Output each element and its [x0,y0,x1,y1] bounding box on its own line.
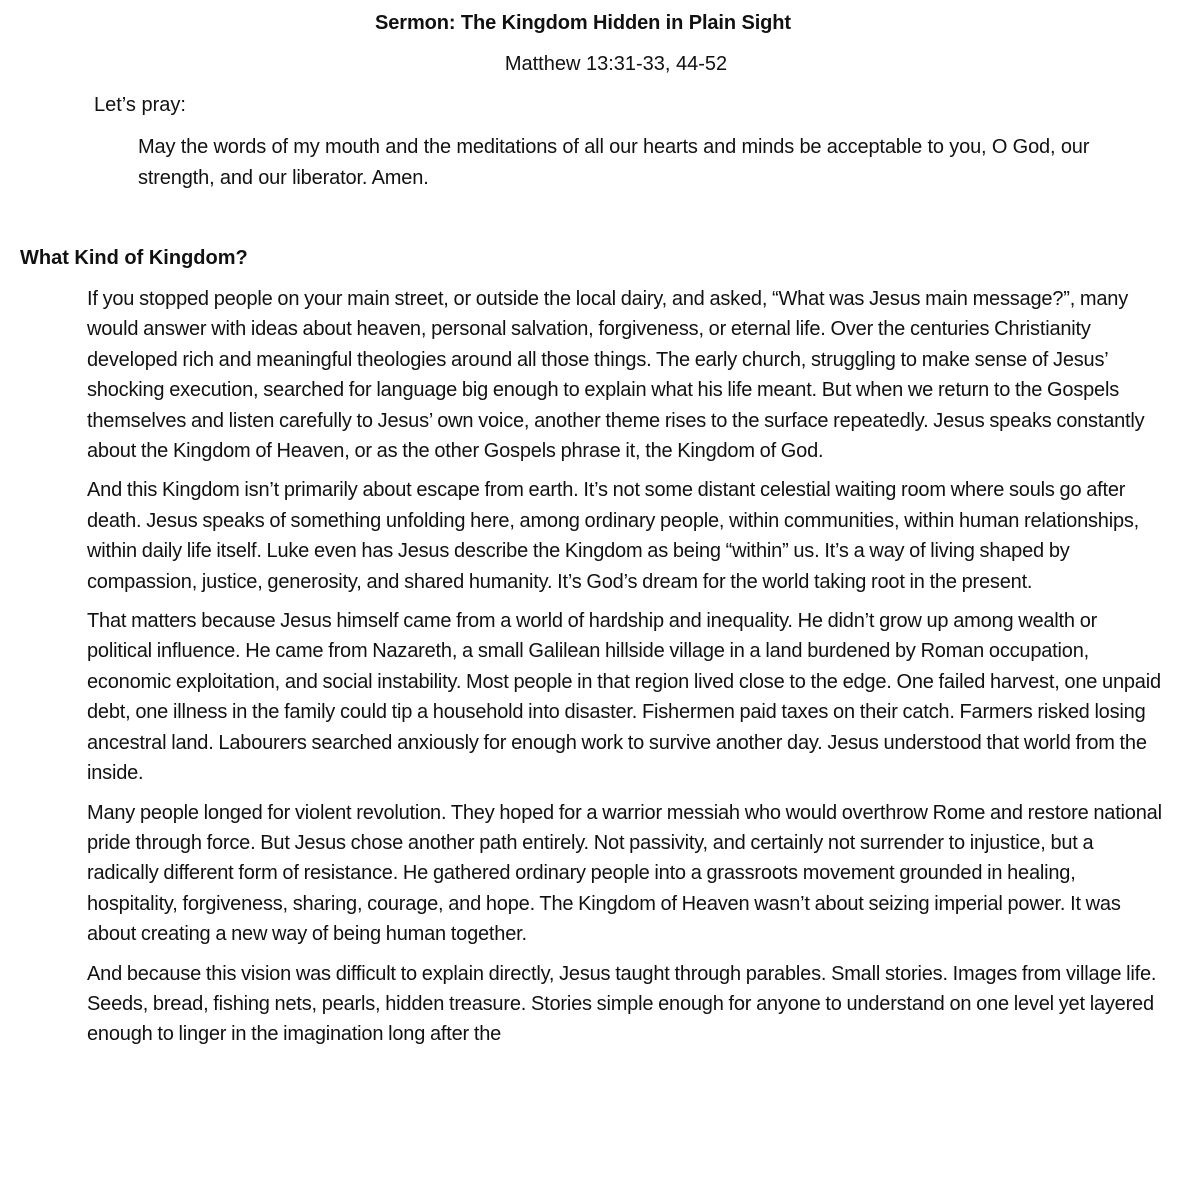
sermon-body [87,284,1162,1059]
paragraph: And because this vision was difficult to explain directly, Jesus taught through parables. Small stories. Images from village life. Seeds, bread, fishing nets, pearls, hidden treasure. Stories simple enough for anyone to understand on one level yet layered enough to linger in the imagination long after the [87,962,1157,1046]
paragraph: That matters because Jesus himself came from a world of hardship and inequality. He didn’t grow up among wealth or political influence. He came from Nazareth, a small Galilean hillside village in a land burdened by Roman occupation, economic exploitation, and social instability. Most people in that region lived close to the edge. One failed harvest, one unpaid debt, one illness in the family could tip a household into disaster. Fishermen paid taxes on their catch. Farmers risked losing ancestral land. Labourers searched anxiously for enough work to survive another day. Jesus understood that world from the inside. [87,610,1161,785]
prayer-intro: Let’s pray: [94,94,186,116]
paragraph: If you stopped people on your main street, or outside the local dairy, and asked, “What was Jesus main message?”, many would answer with ideas about heaven, personal salvation, forgiveness, or eternal life. Over the centuries Christianity developed rich and meaningful theologies around all those things. The early church, struggling to make sense of Jesus’ shocking execution, searched for language big enough to explain what his life meant. But when we return to the Gospels themselves and listen carefully to Jesus’ own voice, another theme rises to the surface repeatedly. Jesus speaks constantly about the Kingdom of Heaven, or as the other Gospels phrase it, the Kingdom of God. [87,288,1145,463]
paragraph: Many people longed for violent revolution. They hoped for a warrior messiah who would overthrow Rome and restore national pride through force. But Jesus chose another path entirely. Not passivity, and certainly not surrender to injustice, but a radically different form of resistance. He gathered ordinary people into a grassroots movement grounded in healing, hospitality, forgiveness, sharing, courage, and hope. The Kingdom of Heaven wasn’t about seizing imperial power. It was about creating a new way of being human together. [87,801,1162,946]
sermon-title: Sermon: The Kingdom Hidden in Plain Sight [375,12,791,34]
paragraph: And this Kingdom isn’t primarily about escape from earth. It’s not some distant celestial waiting room where souls go after death. Jesus speaks of something unfolding here, among ordinary people, within communities, within human relationships, within daily life itself. Luke even has Jesus describe the Kingdom as being “within” us. It’s a way of living shaped by compassion, justice, generosity, and shared humanity. It’s God’s dream for the world taking root in the present. [87,479,1140,593]
prayer-text: May the words of my mouth and the meditations of all our hearts and minds be acceptable to you, O God, our strength, and our liberator. Amen. [138,136,1090,189]
scripture-reference: Matthew 13:31-33, 44-52 [504,53,728,75]
section-heading: What Kind of Kingdom? [20,247,248,269]
